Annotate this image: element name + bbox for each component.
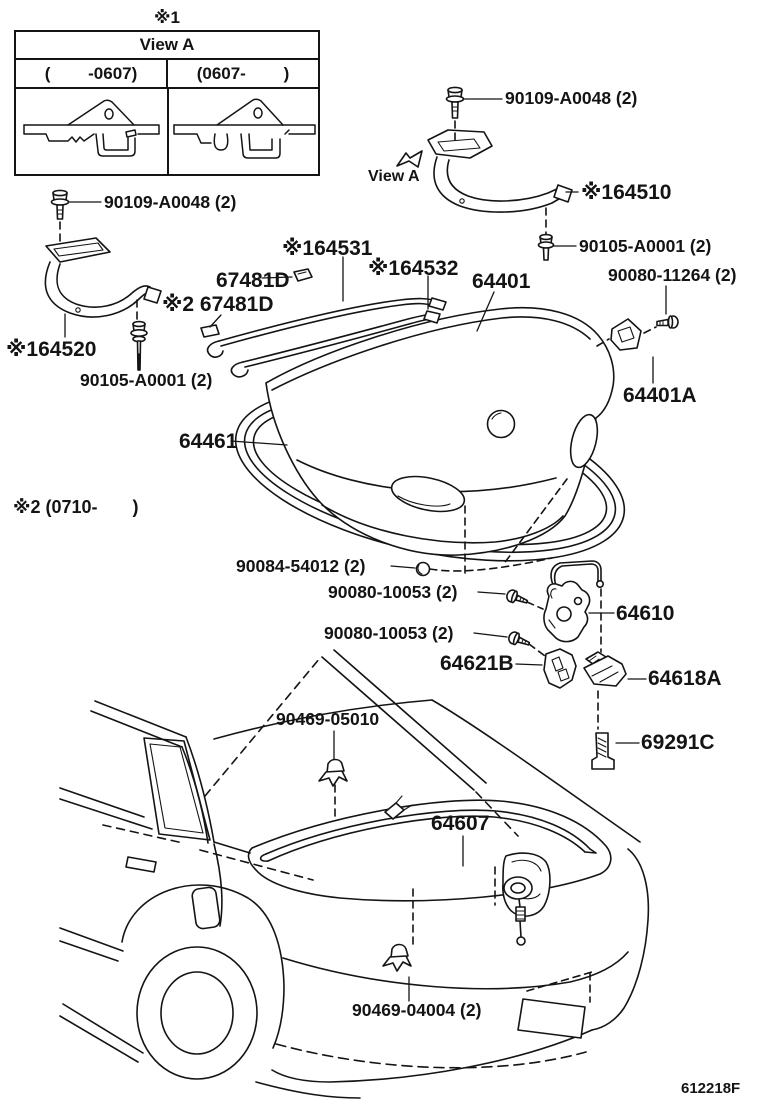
hinge-right-drawing	[428, 130, 572, 212]
callout-striker: 64621B	[440, 652, 514, 675]
callout-production-note: ※2 (0710- )	[13, 497, 139, 517]
trunk-lid-drawing	[266, 308, 614, 555]
callout-drawing-code: 612218F	[681, 1080, 741, 1097]
callout-cushion: 64401A	[623, 384, 697, 407]
callout-clip-1: 67481D	[216, 269, 290, 292]
callout-hinge-left: ※164520	[6, 338, 97, 361]
callout-bolt-hinge-left-lower: 90105-A0001 (2)	[80, 370, 213, 390]
view-a-table-marker: ※1	[154, 8, 180, 27]
callout-lock: 64610	[616, 602, 675, 625]
view-a-table	[14, 8, 320, 176]
cable-clip-2-icon	[383, 945, 411, 972]
callout-hook: 64618A	[648, 667, 722, 690]
view-a-hinge-profile-early	[16, 89, 167, 175]
view-a-arrow-icon	[397, 151, 422, 167]
bolt-icon-left-upper	[52, 190, 69, 219]
callout-cable-clip-2: 90469-04004 (2)	[352, 1000, 482, 1020]
view-a-hinge-profile-late	[167, 89, 320, 175]
callout-torsion-bar-1: ※164531	[282, 237, 373, 260]
callout-bolt-hinge-right-lower: 90105-A0001 (2)	[579, 236, 712, 256]
view-a-period-early: ( -0607)	[44, 64, 138, 83]
cushion-drawing	[611, 319, 641, 350]
callout-bolt-hinge-right-upper: 90109-A0048 (2)	[505, 88, 638, 108]
screw-icon-lock-2	[507, 631, 531, 649]
callout-lock-screw-1: 90080-10053 (2)	[328, 582, 458, 602]
callout-lock-screw-2: 90080-10053 (2)	[324, 623, 454, 643]
torsion-bar-clip-1-icon	[294, 269, 312, 281]
callout-hinge-right: ※164510	[581, 181, 672, 204]
callout-bolt-hinge-left-upper: 90109-A0048 (2)	[104, 192, 237, 212]
bolt-icon-right-lower	[539, 235, 554, 260]
callout-grommet: 90084-54012 (2)	[236, 556, 366, 576]
striker-drawing	[544, 649, 576, 688]
callout-clip-2: ※2 67481D	[162, 293, 274, 316]
release-cable-drawing	[261, 796, 596, 861]
hinge-left-drawing	[45, 238, 161, 317]
hook-drawing	[584, 652, 626, 686]
callout-weatherstrip: 64461	[179, 430, 238, 453]
callout-striker-cover: 69291C	[641, 731, 715, 754]
callout-release-cable: 64607	[431, 812, 490, 835]
callout-trunk-panel: 64401	[472, 270, 531, 293]
view-a-pointer-label: View A	[368, 168, 420, 185]
callout-cable-clip-1: 90469-05010	[276, 709, 380, 729]
callout-cushion-screw: 90080-11264 (2)	[608, 265, 737, 285]
lock-drawing	[544, 561, 603, 642]
view-a-table-frame	[14, 30, 320, 176]
bolt-icon-right-upper	[447, 87, 464, 118]
grommet-icon	[417, 563, 430, 576]
callout-torsion-bar-2: ※164532	[368, 257, 459, 280]
cable-clip-1-icon	[319, 760, 347, 787]
screw-icon-lock-1	[505, 589, 529, 607]
screw-icon-cushion	[657, 316, 678, 328]
view-a-table-title: View A	[16, 32, 318, 60]
striker-cover-drawing	[592, 733, 614, 769]
view-a-period-late: (0607- )	[166, 60, 318, 87]
